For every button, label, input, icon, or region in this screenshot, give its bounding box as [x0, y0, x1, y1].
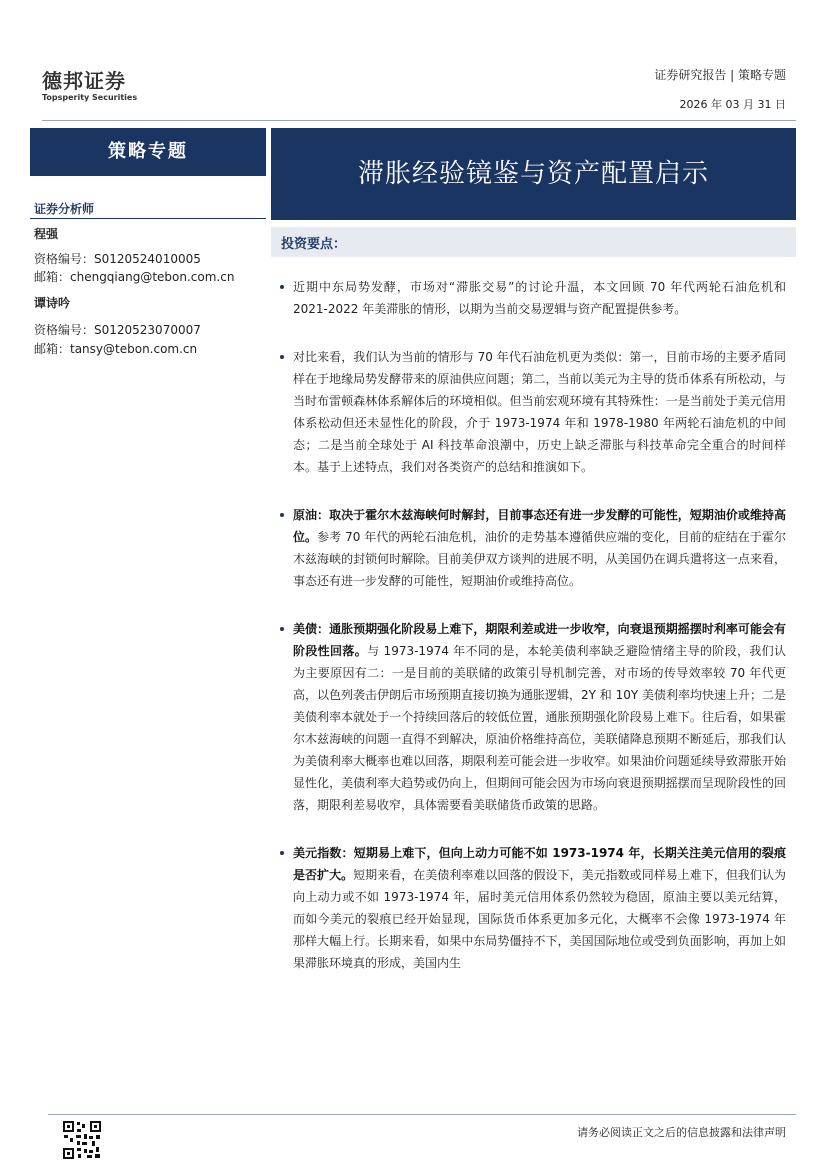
bullet-icon — [280, 851, 284, 855]
logo-chinese-name: 德邦证券 — [42, 69, 126, 93]
bullet-text: 与 1973-1974 年不同的是，本轮美债利率缺乏避险情绪主导的阶段，我们认为主要原因有二：一是目前的美联储的政策引导机制完善，对市场的传导效率较 70 年代更高，以色列袭击伊朗后市场预期直接切换为通胀逻辑，2Y 和 10Y 美债利率均快速上升；二是美债利率本就处于一个持续回落后的较低位置，通胀预期强化阶段易上难下。往后看，如果霍尔木兹海峡的问题一直得不到解决，原油价格维持高位，美联储降息预期不断延后，那我们认为美债利率大概率也难以回落，期限利差可能会进一步收窄。如果油价问题延续导致滞胀开始显性化，美债利率大趋势或仍向上，但期间可能会因为市场向衰退预期摇摆而呈现阶段性的回落，期限利差易收窄，具体需要看美联储货币政策的思路。 — [293, 644, 787, 812]
investment-points-list — [280, 276, 786, 974]
bullet-text: 对比来看，我们认为当前的情形与 70 年代石油危机更为类似：第一，目前市场的主要矛盾同样在于地缘局势发酵带来的原油供应问题；第二，当前以美元为主导的货币体系有所松动，与当时布雷顿森林体系解体后的环境相似。但当前宏观环境有其特殊性：一是当前处于美元信用体系松动但还未显性化的阶段，介于 1973-1974 年和 1978-1980 年两轮石油危机的中间态；二是当前全球处于 AI 科技革命浪潮中，历史上缺乏滞胀与科技革命完全重合的时间样本。基于上述特点，我们对各类资产的总结和推演如下。 — [293, 350, 786, 474]
report-type: 证券研究报告 | 策略专题 — [654, 68, 786, 82]
list-item — [280, 842, 786, 974]
list-item — [280, 346, 786, 478]
list-item — [280, 504, 786, 592]
bullet-text: 短期来看，在美债利率难以回落的假设下，美元指数或同样易上难下，但我们认为向上动力或不如 1973-1974 年，届时美元信用体系仍然较为稳固，原油主要以美元结算，而如今美元的裂痕已经开始显现，国际货币体系更加多元化，大概率不会像 1973-1974 年那样大幅上行。长期来看，如果中东局势僵持不下，美国国际地位或受到负面影响，再加上如果滞胀环境真的形成，美国内生 — [293, 868, 786, 970]
bullet-lead: 美债：通胀预期强化阶段易上难下，期限利差或进一步收窄，向衰退预期摇摆时利率可能会有阶段性回落。 — [293, 622, 786, 658]
bullet-lead: 原油：取决于霍尔木兹海峡何时解封，目前事态还有进一步发酵的可能性，短期油价或维持高位。 — [293, 508, 786, 544]
analyst-email[interactable]: 邮箱：tansy@tebon.com.cn — [34, 342, 198, 356]
analyst-heading: 证券分析师 — [34, 202, 95, 216]
footer-divider — [48, 1114, 796, 1115]
analyst-divider — [30, 218, 266, 219]
bullet-icon — [280, 355, 284, 359]
logo-english-name: Topsperity Securities — [42, 93, 138, 102]
list-item — [280, 276, 786, 320]
analyst-cert: 资格编号：S0120524010005 — [34, 252, 201, 266]
page-title: 滞胀经验镜鉴与资产配置启示 — [357, 159, 709, 189]
bullet-icon — [280, 627, 284, 631]
header-divider — [42, 120, 796, 121]
category-label: 策略专题 — [108, 141, 188, 162]
analyst-name: 程强 — [34, 227, 59, 241]
analyst-email[interactable]: 邮箱：chengqiang@tebon.com.cn — [34, 270, 235, 284]
company-logo — [42, 70, 137, 103]
qr-code-icon — [62, 1120, 102, 1160]
bullet-icon — [280, 513, 284, 517]
bullet-text: 近期中东局势发酵，市场对“滞胀交易”的讨论升温，本文回顾 70 年代两轮石油危机和 2021-2022 年美滞胀的情形，以期为当前交易逻辑与资产配置提供参考。 — [293, 280, 786, 316]
bullet-text: 参考 70 年代的两轮石油危机，油价的走势基本遵循供应端的变化，目前的症结在于霍尔木兹海峡的封锁何时解除。目前美伊双方谈判的进展不明，从美国仍在调兵遣将这一点来看，事态还有进一步发酵的可能性，短期油价或维持高位。 — [293, 530, 786, 588]
investment-points-band — [271, 227, 796, 257]
analyst-cert: 资格编号：S0120523070007 — [34, 323, 201, 337]
investment-points-heading: 投资要点： — [281, 237, 347, 252]
list-item — [280, 618, 786, 816]
bullet-lead: 美元指数：短期易上难下，但向上动力可能不如 1973-1974 年，长期关注美元信用的裂痕是否扩大。 — [293, 846, 786, 882]
report-date: 2026 年 03 月 31 日 — [679, 98, 786, 111]
bullet-icon — [280, 285, 284, 289]
analyst-name: 谭诗吟 — [34, 296, 71, 310]
legal-disclaimer: 请务必阅读正文之后的信息披露和法律声明 — [577, 1126, 786, 1139]
